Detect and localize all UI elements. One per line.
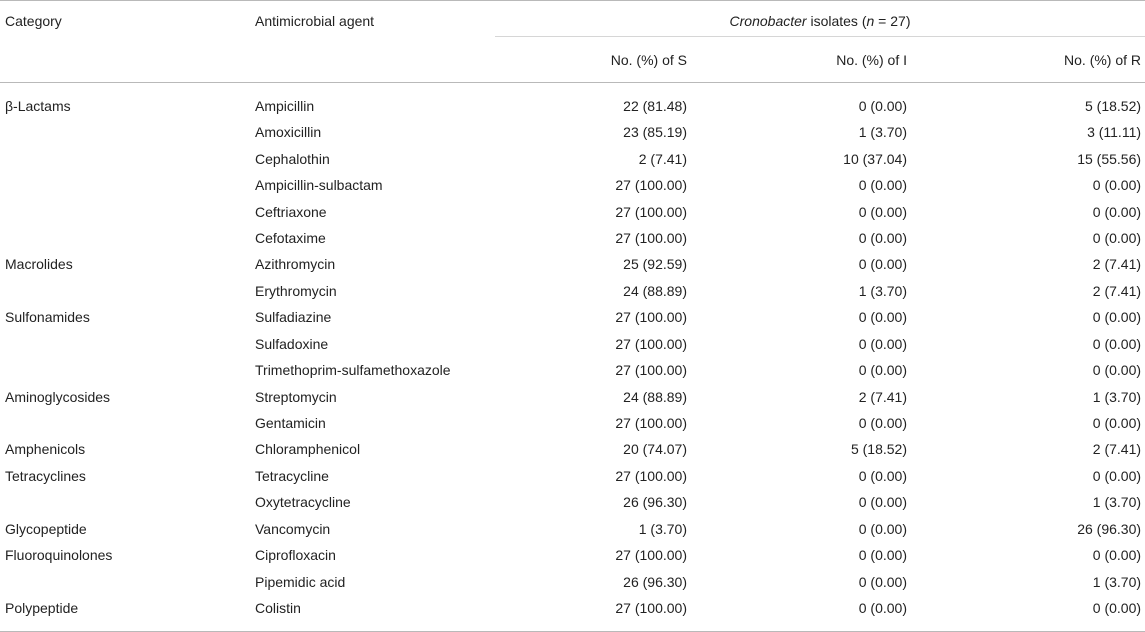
table-row: [0, 489, 1145, 515]
resistant-cell: 15 (55.56): [1077, 150, 1142, 167]
intermediate-cell: 0 (0.00): [858, 547, 907, 564]
susceptible-cell: 27 (100.00): [615, 415, 687, 432]
category-cell: [0, 331, 255, 357]
table-row: [0, 542, 1145, 568]
susceptible-cell: 26 (96.30): [623, 494, 687, 511]
susceptible-cell: 26 (96.30): [623, 573, 687, 590]
intermediate-cell: 0 (0.00): [858, 599, 907, 616]
resistant-cell: 0 (0.00): [1092, 309, 1142, 326]
category-cell: [0, 357, 255, 383]
category-cell: Amphenicols: [5, 441, 86, 458]
susceptible-cell: 2 (7.41): [638, 150, 687, 167]
intermediate-cell: 0 (0.00): [858, 494, 907, 511]
category-cell: [0, 198, 255, 224]
table-row: [0, 304, 1145, 330]
resistant-cell: 0 (0.00): [1092, 177, 1142, 194]
header-genus: Cronobacter: [729, 13, 807, 29]
table-row: [0, 172, 1145, 198]
category-cell: β-Lactams: [5, 98, 71, 114]
agent-cell: Oxytetracycline: [255, 494, 351, 511]
resistant-cell: 26 (96.30): [1077, 520, 1142, 537]
table-row: [0, 436, 1145, 462]
category-cell: Sulfonamides: [5, 309, 90, 326]
susceptible-cell: 24 (88.89): [623, 388, 687, 405]
intermediate-cell: 5 (18.52): [850, 441, 907, 458]
susceptible-cell: 22 (81.48): [623, 98, 687, 114]
table-row: [0, 463, 1145, 489]
intermediate-cell: 0 (0.00): [858, 229, 907, 246]
category-cell: [0, 278, 255, 304]
resistant-cell: 2 (7.41): [1092, 256, 1142, 273]
agent-cell: Cefotaxime: [255, 229, 326, 246]
header-susceptible: No. (%) of S: [610, 51, 687, 68]
intermediate-cell: 0 (0.00): [858, 98, 907, 114]
agent-cell: Ceftriaxone: [255, 203, 327, 220]
intermediate-cell: 0 (0.00): [858, 309, 907, 326]
table-row: [0, 595, 1145, 632]
resistant-cell: 0 (0.00): [1092, 599, 1142, 616]
table-row: [0, 198, 1145, 224]
header-resistant: No. (%) of R: [1064, 51, 1142, 68]
resistant-cell: 0 (0.00): [1092, 335, 1142, 352]
resistant-cell: 1 (3.70): [1092, 388, 1142, 405]
header-isolates-group: [495, 1, 1145, 37]
header-isolates-text: isolates (: [806, 13, 867, 29]
agent-cell: Trimethoprim-sulfamethoxazole: [255, 362, 451, 379]
table-row: [0, 251, 1145, 277]
header-n: n: [866, 13, 875, 29]
resistant-cell: 5 (18.52): [1084, 98, 1142, 114]
agent-cell: Streptomycin: [255, 388, 337, 405]
resistant-cell: 2 (7.41): [1092, 282, 1142, 299]
susceptible-cell: 20 (74.07): [623, 441, 687, 458]
intermediate-cell: 0 (0.00): [858, 520, 907, 537]
susceptible-cell: 27 (100.00): [615, 547, 687, 564]
resistant-cell: 0 (0.00): [1092, 229, 1142, 246]
category-cell: [0, 489, 255, 515]
intermediate-cell: 0 (0.00): [858, 362, 907, 379]
header-category: Category: [5, 13, 62, 29]
susceptible-cell: 27 (100.00): [615, 309, 687, 326]
susceptible-cell: 27 (100.00): [615, 229, 687, 246]
header-spacer-1: [0, 37, 255, 83]
agent-cell: Amoxicillin: [255, 124, 322, 141]
resistant-cell: 0 (0.00): [1092, 362, 1142, 379]
header-agent: Antimicrobial agent: [255, 13, 375, 29]
susceptible-cell: 24 (88.89): [623, 282, 687, 299]
header-count: = 27): [874, 13, 911, 29]
intermediate-cell: 1 (3.70): [858, 282, 907, 299]
table-row: [0, 225, 1145, 251]
category-cell: Polypeptide: [5, 599, 79, 616]
resistant-cell: 0 (0.00): [1092, 415, 1142, 432]
table-row: [0, 278, 1145, 304]
table-row: [0, 145, 1145, 171]
category-cell: [0, 172, 255, 198]
category-cell: [0, 119, 255, 145]
resistant-cell: 2 (7.41): [1092, 441, 1142, 458]
resistant-cell: 3 (11.11): [1087, 124, 1142, 141]
resistant-cell: 1 (3.70): [1092, 494, 1142, 511]
agent-cell: Chloramphenicol: [255, 441, 361, 458]
table-row: [0, 410, 1145, 436]
table-body: [0, 83, 1145, 632]
intermediate-cell: 0 (0.00): [858, 335, 907, 352]
agent-cell: Sulfadiazine: [255, 309, 332, 326]
agent-cell: Azithromycin: [255, 256, 336, 273]
resistant-cell: 0 (0.00): [1092, 547, 1142, 564]
intermediate-cell: 2 (7.41): [858, 388, 907, 405]
intermediate-cell: 0 (0.00): [858, 415, 907, 432]
category-cell: [0, 225, 255, 251]
header-intermediate: No. (%) of I: [836, 51, 907, 68]
susceptible-cell: 27 (100.00): [615, 467, 687, 484]
intermediate-cell: 1 (3.70): [858, 124, 907, 141]
category-cell: Glycopeptide: [5, 520, 87, 537]
intermediate-cell: 0 (0.00): [858, 177, 907, 194]
category-cell: Fluoroquinolones: [5, 547, 113, 564]
table-row: [0, 383, 1145, 409]
intermediate-cell: 0 (0.00): [858, 203, 907, 220]
susceptible-cell: 23 (85.19): [623, 124, 687, 141]
susceptible-cell: 27 (100.00): [615, 599, 687, 616]
intermediate-cell: 10 (37.04): [843, 150, 907, 167]
table-row: [0, 568, 1145, 594]
intermediate-cell: 0 (0.00): [858, 256, 907, 273]
agent-cell: Cephalothin: [255, 150, 330, 167]
category-cell: [0, 145, 255, 171]
susceptible-cell: 27 (100.00): [615, 335, 687, 352]
susceptible-cell: 1 (3.70): [638, 520, 687, 537]
category-cell: [0, 568, 255, 594]
table-row: [0, 357, 1145, 383]
susceptible-cell: 27 (100.00): [615, 177, 687, 194]
susceptible-cell: 27 (100.00): [615, 362, 687, 379]
agent-cell: Vancomycin: [255, 520, 331, 537]
agent-cell: Erythromycin: [255, 282, 337, 299]
susceptible-cell: 25 (92.59): [623, 256, 687, 273]
agent-cell: Gentamicin: [255, 415, 326, 432]
table-row: [0, 516, 1145, 542]
intermediate-cell: 0 (0.00): [858, 573, 907, 590]
agent-cell: Ampicillin: [255, 98, 315, 114]
intermediate-cell: 0 (0.00): [858, 467, 907, 484]
category-cell: Macrolides: [5, 256, 73, 273]
category-cell: Tetracyclines: [5, 467, 86, 484]
resistant-cell: 1 (3.70): [1092, 573, 1142, 590]
agent-cell: Ciprofloxacin: [255, 547, 336, 564]
agent-cell: Sulfadoxine: [255, 335, 329, 352]
resistant-cell: 0 (0.00): [1092, 467, 1142, 484]
table-row: [0, 331, 1145, 357]
table-row: [0, 83, 1145, 120]
header-spacer-2: [255, 37, 495, 83]
susceptible-cell: 27 (100.00): [615, 203, 687, 220]
agent-cell: Colistin: [255, 599, 301, 616]
agent-cell: Tetracycline: [255, 467, 329, 484]
category-cell: Aminoglycosides: [5, 388, 111, 405]
table-row: [0, 119, 1145, 145]
agent-cell: Pipemidic acid: [255, 573, 346, 590]
agent-cell: Ampicillin-sulbactam: [255, 177, 383, 194]
resistant-cell: 0 (0.00): [1092, 203, 1142, 220]
category-cell: [0, 410, 255, 436]
